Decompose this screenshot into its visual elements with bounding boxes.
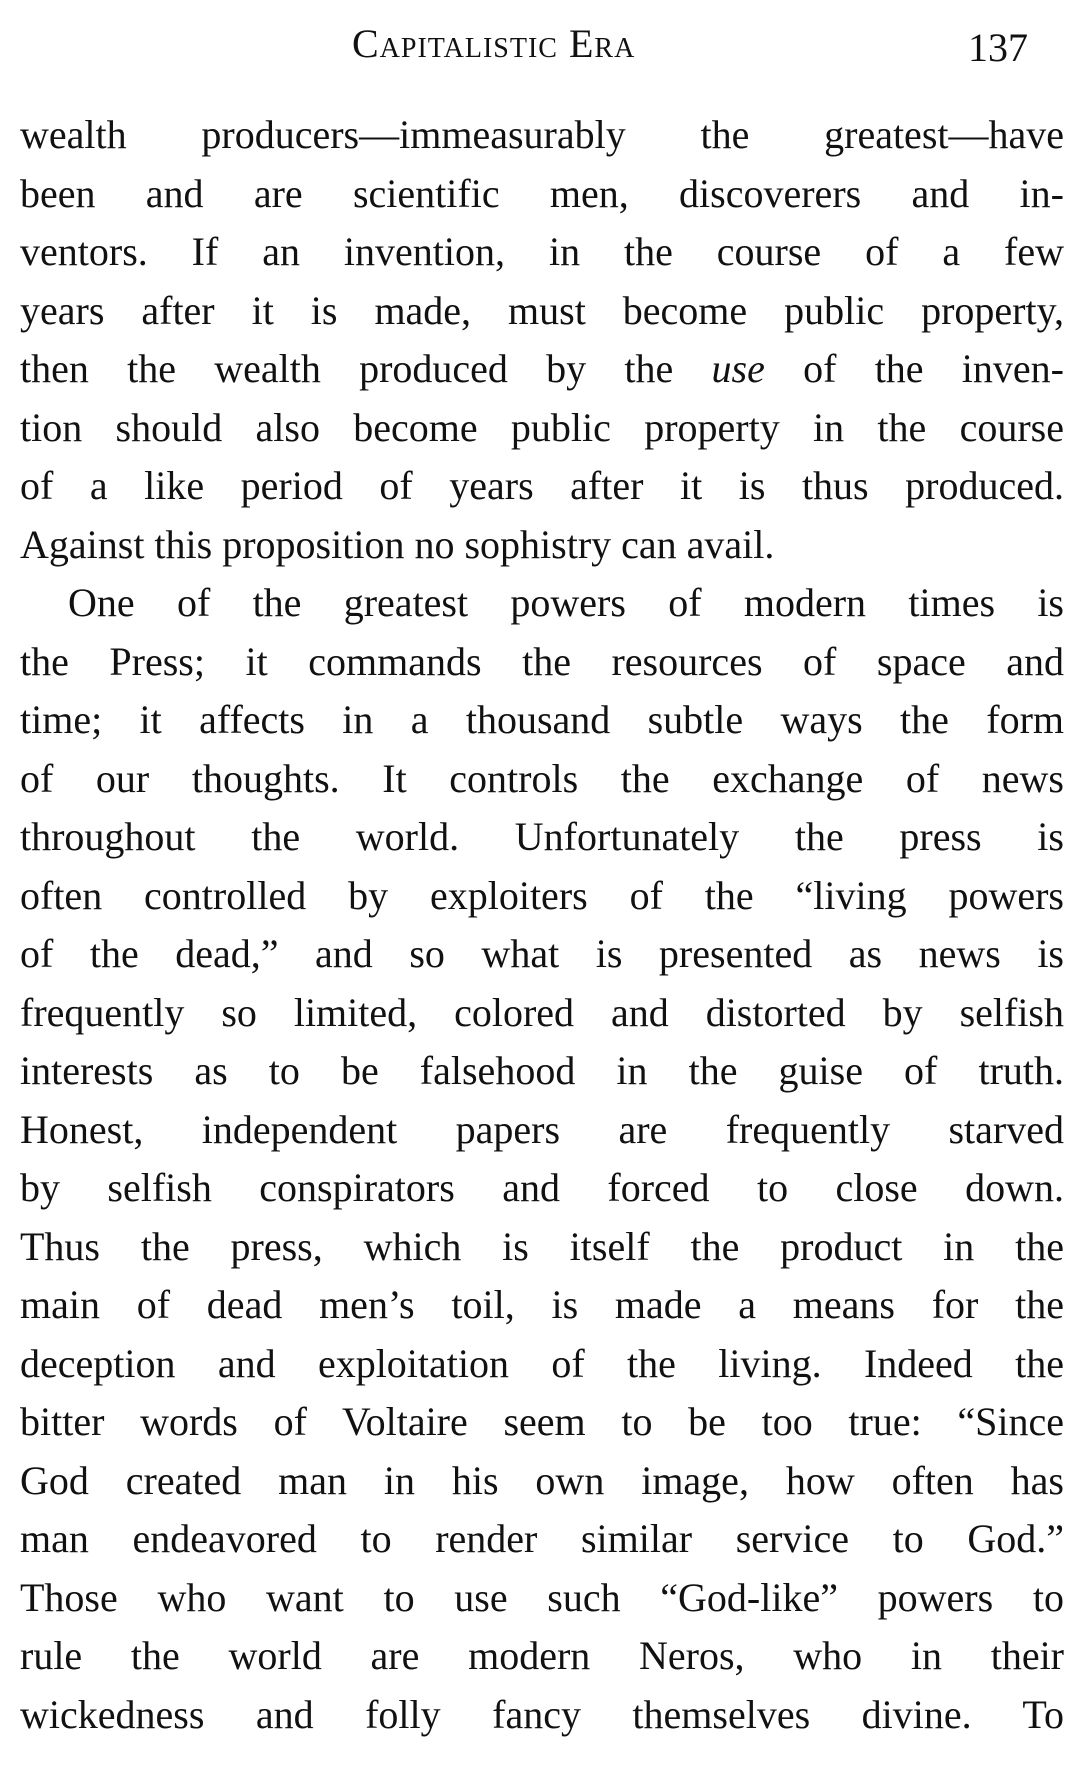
text-line: main of dead men’s toil, is made a means for the [20,1282,1064,1327]
paragraph-first-line: One of the greatest powers of modern times is [68,580,1064,625]
running-header [0,14,1088,74]
text-line: rule the world are modern Neros, who in their [20,1633,1064,1678]
text-line: of a like period of years after it is thus produced. [20,463,1064,508]
text-line: man endeavored to render similar service to God.” [20,1516,1064,1561]
body-text [20,106,1064,1744]
text-line: wickedness and folly fancy themselves divine. To [20,1691,1064,1737]
text-line: by selfish conspirators and forced to close down. [20,1165,1064,1210]
text-line: been and are scientific men, discoverers and in- [20,170,1064,216]
text-line: the Press; it commands the resources of space and [20,638,1064,684]
page-number: 137 [968,25,1028,70]
emphasized-word: use [711,346,765,391]
text-line: Those who want to use such “God-like” powers to [20,1574,1064,1620]
text-line: of our thoughts. It controls the exchange of news [20,755,1064,801]
text-segment: of the inven- [764,346,1064,391]
running-title: Capitalistic Era [352,21,636,66]
text-line: often controlled by exploiters of the “living powers [20,872,1064,918]
text-line: deception and exploitation of the living. Indeed the [20,1340,1064,1386]
text-segment: then the wealth produced by the [20,346,712,391]
text-line: God created man in his own image, how often has [20,1457,1064,1503]
text-line: years after it is made, must become public property, [20,287,1064,333]
text-line: wealth producers—immeasurably the greatest—have [20,112,1064,157]
text-line: Against this proposition no sophistry can avail. [20,521,775,567]
text-line: frequently so limited, colored and distorted by selfish [20,989,1064,1035]
text-line: throughout the world. Unfortunately the press is [20,814,1064,859]
text-line: Honest, independent papers are frequently starved [20,1106,1064,1152]
text-line: tion should also become public property in the course [20,404,1064,450]
text-line: of the dead,” and so what is presented as news is [20,931,1064,976]
text-line: time; it affects in a thousand subtle ways the form [20,697,1064,742]
text-line: ventors. If an invention, in the course of a few [20,229,1064,274]
text-line: interests as to be falsehood in the guise of truth. [20,1048,1064,1093]
text-line [20,340,1064,399]
text-line: Thus the press, which is itself the product in the [20,1223,1064,1269]
text-line: bitter words of Voltaire seem to be too true: “Since [20,1399,1064,1444]
